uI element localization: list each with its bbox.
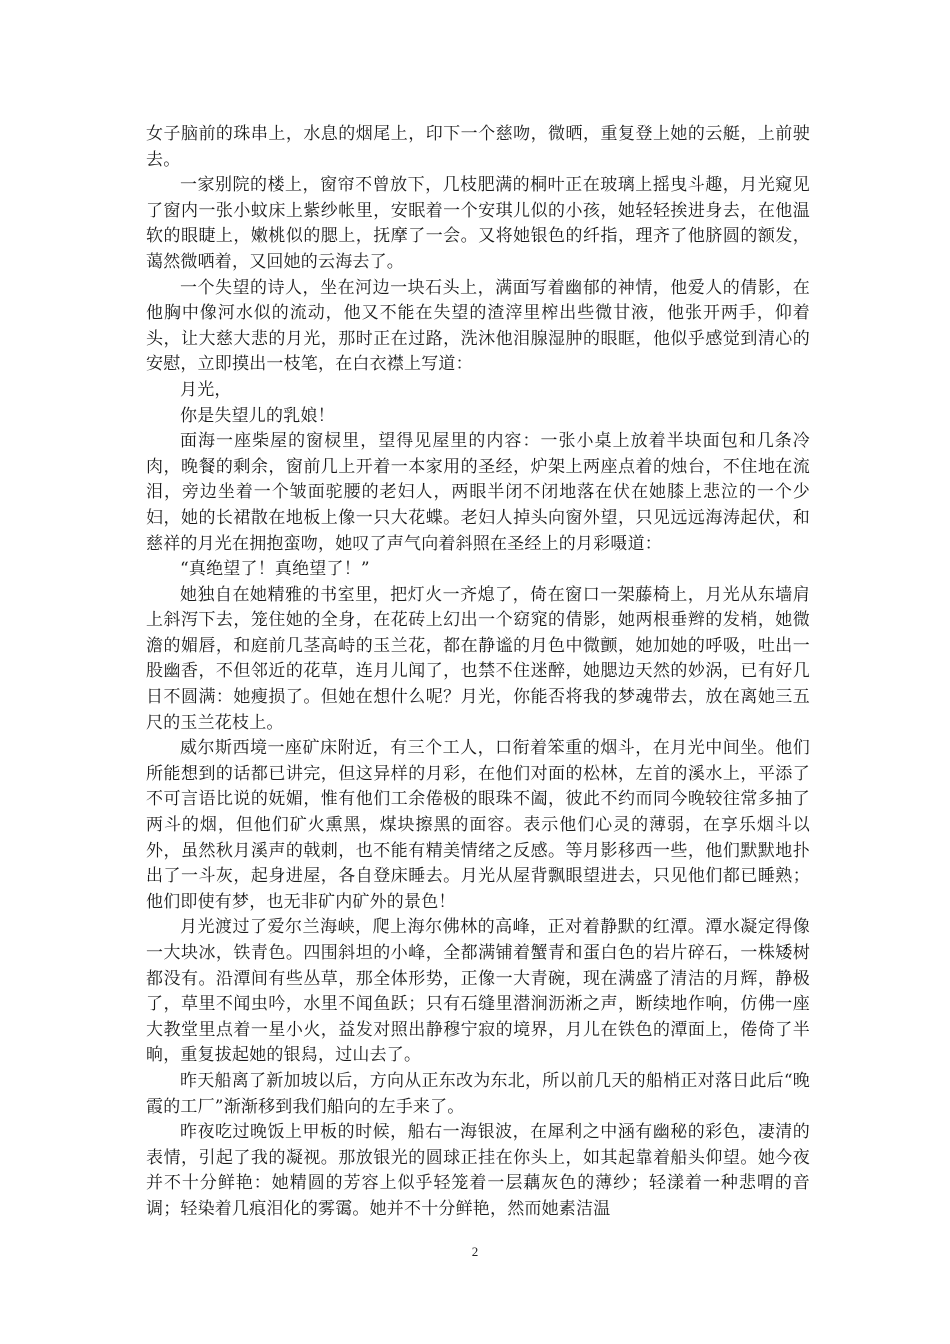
poem-line-1: 月光， <box>180 379 232 400</box>
paragraph-study-room: 她独自在她精雅的书室里，把灯火一齐熄了，倚在窗口一架藤椅上，月光从东墙肩上斜泻下去，笼住她的全身，在花砖上幻出一个窈窕的倩影，她两根垂辫的发梢，她微澹的媚唇，和庭前几茎高峙的玉兰花，都在静谧的月色中微颤，她加她的呼吸，吐出一股幽香，不但邻近的花草，连月儿闻了，也禁不住迷醉，她腮边天然的妙涡，已有好几日不圆满：她瘦损了。但她在想什么呢？月光，你能否将我的梦魂带去，放在离她三五尺的玉兰花枝上。 <box>146 584 810 733</box>
paragraph-red-tarn: 月光渡过了爱尔兰海峡，爬上海尔佛林的高峰，正对着静默的红潭。潭水凝定得像一大块冰，铁青色。四围斜坦的小峰，全都满铺着蟹青和蛋白色的岩片碎石，一株矮树都没有。沿潭间有些丛草，那全体形势，正像一大青碗，现在满盛了清洁的月辉，静极了，草里不闻虫吟，水里不闻鱼跃；只有石缝里潜涧沥淅之声，断续地作响，仿佛一座大教堂里点着一星小火，益发对照出静穆宁寂的境界，月儿在铁色的潭面上，倦倚了半晌，重复拔起她的银舄，过山去了。 <box>146 917 810 1066</box>
document-body <box>146 122 810 1223</box>
paragraph-continuation: 女子脑前的珠串上，水息的烟尾上，印下一个慈吻，微晒，重复登上她的云艇，上前驶去。 <box>146 124 810 170</box>
paragraph-wales-miners: 威尔斯西境一座矿床附近，有三个工人，口衔着笨重的烟斗，在月光中间坐。他们所能想到的话都已讲完，但这异样的月彩，在他们对面的松林，左首的溪水上，平添了不可言语比说的妩媚，惟有他们工余倦极的眼珠不阖，彼此不约而同今晚较往常多抽了两斗的烟，但他们矿火熏黑，煤块擦黑的面容。表示他们心灵的薄弱，在享乐烟斗以外，虽然秋月溪声的戟刺，也不能有精美情绪之反感。等月影移西一些，他们默默地扑出了一斗灰，起身进屋，各自登床睡去。月光从屋背飘眼望进去，只见他们都已睡熟；他们即使有梦，也无非矿内矿外的景色！ <box>146 738 810 912</box>
page-number: 2 <box>471 1244 479 1259</box>
paragraph-seaside-cottage: 面海一座柴屋的窗棂里，望得见屋里的内容：一张小桌上放着半块面包和几条冷肉，晚餐的剩余，窗前几上开着一本家用的圣经，炉架上两座点着的烛台，不住地在流泪，旁边坐着一个皱面驼腰的老妇人，两眼半闭不闭地落在伏在她膝上悲泣的一个少妇，她的长裙散在地板上像一只大花蝶。老妇人掉头向窗外望，只见远远海涛起伏，和慈祥的月光在拥抱蛮吻，她叹了声气向着斜照在圣经上的月彩嗫道： <box>146 431 810 554</box>
paragraph-singapore-ship: 昨天船离了新加坡以后，方向从正东改为东北，所以前几天的船梢正对落日此后“晚霞的工厂”渐渐移到我们船向的左手来了。 <box>146 1070 810 1117</box>
quote-despair: “真绝望了！真绝望了！” <box>180 559 370 580</box>
paragraph-deck-night: 昨夜吃过晚饭上甲板的时候，船右一海银波，在犀利之中涵有幽秘的彩色，凄清的表情，引起了我的凝视。那放银光的圆球正挂在你头上，如其起靠着船头仰望。她今夜并不十分鲜艳：她精圆的芳容上似乎轻笼着一层藕灰色的薄纱；轻漾着一种悲喟的音调；轻染着几痕泪化的雾霭。她并不十分鲜艳，然而她素洁温 <box>146 1122 810 1219</box>
paragraph-disappointed-poet: 一个失望的诗人，坐在河边一块石头上，满面写着幽郁的神情，他爱人的倩影，在他胸中像河水似的流动，他又不能在失望的渣滓里榨出些微甘液，他张开两手，仰着头，让大慈大悲的月光，那时正在过路，洗沐他泪腺湿肿的眼眶，他似乎感觉到清心的安慰，立即摸出一枝笔，在白衣襟上写道： <box>146 277 810 375</box>
paragraph-villa-moonlight: 一家别院的楼上，窗帘不曾放下，几枝肥满的桐叶正在玻璃上摇曳斗趣，月光窥见了窗内一张小蚊床上紫纱帐里，安眠着一个安琪儿似的小孩，她轻轻挨进身去，在他温软的眼睫上，嫩桃似的腮上，抚摩了一会。又将她银色的纤指，理齐了他脐圆的额发，蔼然微哂着，又回她的云海去了。 <box>146 175 810 272</box>
poem-line-2: 你是失望儿的乳娘！ <box>180 405 335 426</box>
